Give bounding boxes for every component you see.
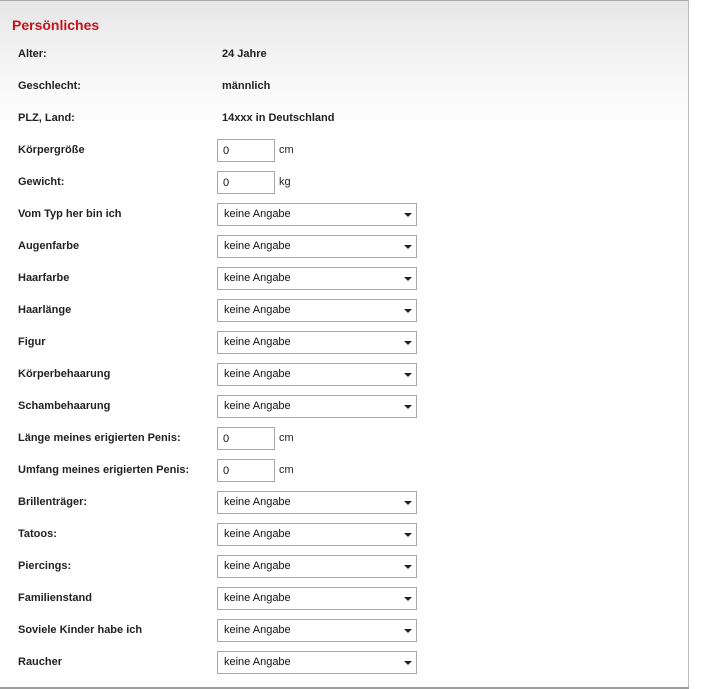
penis-girth-unit: cm — [279, 464, 294, 476]
row-age — [0, 38, 689, 70]
chevron-down-icon — [404, 245, 412, 249]
weight-unit: kg — [279, 176, 291, 188]
gender-value: männlich — [222, 80, 271, 92]
smoker-select[interactable] — [217, 651, 417, 674]
tattoos-selected: keine Angabe — [224, 528, 291, 540]
glasses-select[interactable] — [217, 491, 417, 514]
row-hair-length — [0, 294, 689, 326]
penis-length-input[interactable] — [217, 427, 275, 450]
penis-girth-label: Umfang meines erigierten Penis: — [18, 464, 190, 476]
height-label: Körpergröße — [18, 144, 85, 156]
body-hair-select[interactable] — [217, 363, 417, 386]
row-marital — [0, 582, 689, 614]
hair-length-label: Haarlänge — [18, 304, 72, 316]
piercings-label: Piercings: — [18, 560, 72, 572]
smoker-selected: keine Angabe — [224, 656, 291, 668]
figure-label: Figur — [18, 336, 46, 348]
penis-length-label: Länge meines erigierten Penis: — [18, 432, 181, 444]
row-pubic-hair — [0, 390, 689, 422]
tattoos-label: Tatoos: — [18, 528, 57, 540]
piercings-selected: keine Angabe — [224, 560, 291, 572]
row-tattoos — [0, 518, 689, 550]
glasses-label: Brillenträger: — [18, 496, 88, 508]
eye-color-select[interactable] — [217, 235, 417, 258]
children-selected: keine Angabe — [224, 624, 291, 636]
height-input[interactable] — [217, 139, 275, 162]
row-height — [0, 134, 689, 166]
chevron-down-icon — [404, 661, 412, 665]
chevron-down-icon — [404, 309, 412, 313]
hair-color-selected: keine Angabe — [224, 272, 291, 284]
figure-select[interactable] — [217, 331, 417, 354]
row-children — [0, 614, 689, 646]
chevron-down-icon — [404, 501, 412, 505]
marital-label: Familienstand — [18, 592, 92, 604]
figure-selected: keine Angabe — [224, 336, 291, 348]
hair-color-select[interactable] — [217, 267, 417, 290]
location-value: 14xxx in Deutschland — [222, 112, 335, 124]
age-value: 24 Jahre — [222, 48, 267, 60]
tattoos-select[interactable] — [217, 523, 417, 546]
hair-length-select[interactable] — [217, 299, 417, 322]
row-location — [0, 102, 689, 134]
chevron-down-icon — [404, 565, 412, 569]
hair-length-selected: keine Angabe — [224, 304, 291, 316]
piercings-select[interactable] — [217, 555, 417, 578]
height-unit: cm — [279, 144, 294, 156]
weight-input[interactable] — [217, 171, 275, 194]
type-select[interactable] — [217, 203, 417, 226]
type-label: Vom Typ her bin ich — [18, 208, 122, 220]
hair-color-label: Haarfarbe — [18, 272, 70, 284]
row-penis-length — [0, 422, 689, 454]
eye-color-label: Augenfarbe — [18, 240, 80, 252]
body-hair-label: Körperbehaarung — [18, 368, 111, 380]
marital-select[interactable] — [217, 587, 417, 610]
section-title: Persönliches — [12, 17, 100, 33]
glasses-selected: keine Angabe — [224, 496, 291, 508]
chevron-down-icon — [404, 213, 412, 217]
penis-girth-input[interactable] — [217, 459, 275, 482]
chevron-down-icon — [404, 373, 412, 377]
row-glasses — [0, 486, 689, 518]
chevron-down-icon — [404, 277, 412, 281]
row-smoker — [0, 646, 689, 678]
row-eye-color — [0, 230, 689, 262]
row-hair-color — [0, 262, 689, 294]
marital-selected: keine Angabe — [224, 592, 291, 604]
row-weight — [0, 166, 689, 198]
row-figure — [0, 326, 689, 358]
type-selected: keine Angabe — [224, 208, 291, 220]
location-label: PLZ, Land: — [18, 112, 75, 124]
children-label: Soviele Kinder habe ich — [18, 624, 143, 636]
chevron-down-icon — [404, 533, 412, 537]
row-penis-girth — [0, 454, 689, 486]
children-select[interactable] — [217, 619, 417, 642]
penis-length-unit: cm — [279, 432, 294, 444]
row-piercings — [0, 550, 689, 582]
body-hair-selected: keine Angabe — [224, 368, 291, 380]
pubic-hair-select[interactable] — [217, 395, 417, 418]
chevron-down-icon — [404, 597, 412, 601]
weight-label: Gewicht: — [18, 176, 65, 188]
row-gender — [0, 70, 689, 102]
smoker-label: Raucher — [18, 656, 63, 668]
pubic-hair-label: Schambehaarung — [18, 400, 111, 412]
gender-label: Geschlecht: — [18, 80, 81, 92]
row-type — [0, 198, 689, 230]
eye-color-selected: keine Angabe — [224, 240, 291, 252]
chevron-down-icon — [404, 405, 412, 409]
age-label: Alter: — [18, 48, 47, 60]
chevron-down-icon — [404, 629, 412, 633]
pubic-hair-selected: keine Angabe — [224, 400, 291, 412]
row-body-hair — [0, 358, 689, 390]
chevron-down-icon — [404, 341, 412, 345]
